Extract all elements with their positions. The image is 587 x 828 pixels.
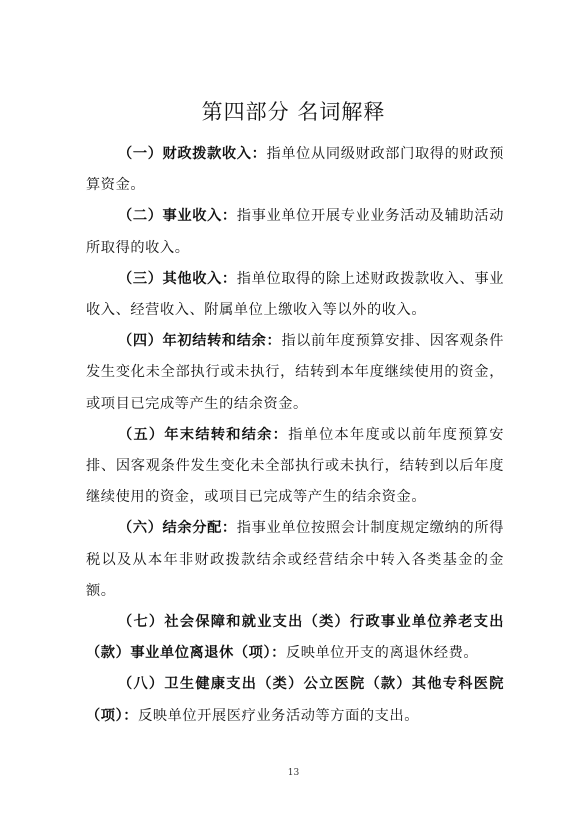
glossary-entry-3 [86,264,504,326]
glossary-term: （四）年初结转和结余： [118,333,282,350]
page-number: 13 [287,768,300,778]
glossary-definition: 反映单位开展医疗业务活动等方面的支出。 [138,707,420,724]
glossary-entry-4 [86,326,504,420]
glossary-definition: 指单位取得的除上述财政拨款收入、事业收入、经营收入、附属单位上缴收入等以外的收入。 [86,270,504,319]
glossary-term: （一）财政拨款收入： [118,146,267,162]
glossary-term: （七）社会保障和就业支出（类）行政事业单位养老支出（款）事业单位离退休（项）： [86,614,504,662]
glossary-list [86,139,504,732]
glossary-definition: 指事业单位开展专业业务活动及辅助活动所取得的收入。 [86,208,504,256]
glossary-term: （二）事业收入： [118,208,237,225]
glossary-definition: 指单位本年度或以前年度预算安排、因客观条件发生变化未全部执行或未执行，结转到以后年度继续使用的资金，或项目已完成等产生的结余资金。 [86,426,504,506]
glossary-definition: 反映单位开支的离退休经费。 [285,645,479,662]
glossary-entry-1 [86,139,504,201]
glossary-entry-2 [86,201,504,263]
glossary-entry-5 [86,420,504,514]
glossary-definition: 指事业单位按照会计制度规定缴纳的所得税以及从本年非财政拨款结余或经营结余中转入各类基金的金额。 [86,520,504,599]
page-title: 第四部分 名词解释 [201,100,386,124]
glossary-entry-6 [86,513,504,607]
glossary-term: （八）卫生健康支出（类）公立医院（款）其他专科医院（项）： [86,676,504,724]
glossary-definition: 指以前年度预算安排、因客观条件发生变化未全部执行或未执行，结转到本年度继续使用的资金，或项目已完成等产生的结余资金。 [86,333,504,412]
glossary-entry-7 [86,607,504,669]
glossary-term: （三）其他收入： [118,270,237,287]
glossary-term: （五）年末结转和结余： [118,426,289,443]
glossary-definition: 指单位从同级财政部门取得的财政预算资金。 [86,146,504,194]
glossary-term: （六）结余分配： [118,520,237,537]
glossary-entry-8 [86,669,504,731]
